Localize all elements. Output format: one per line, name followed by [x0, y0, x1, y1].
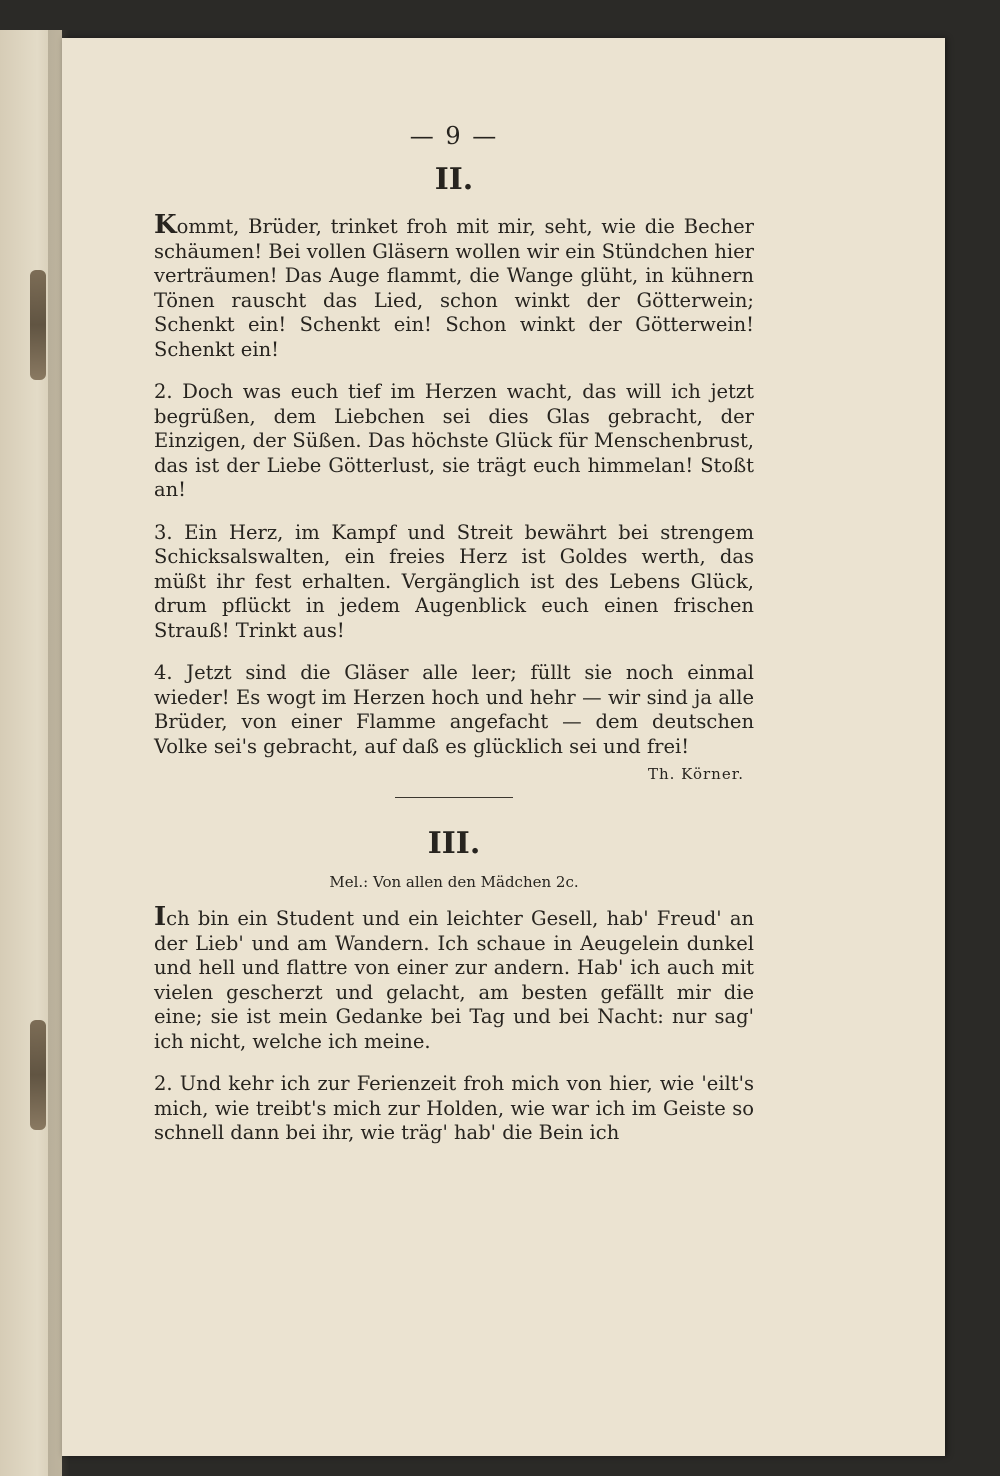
author-attribution: Th. Körner. — [647, 765, 744, 783]
stanza-text: 2. Doch was euch tief im Herzen wacht, das will ich jetzt begrüßen, dem Liebchen sei dies Glas gebracht, der Einzigen, der Süßen. Das höchste Glück für Menschenbrust, das ist der Liebe Götterlust, sie trägt euch himmelan! Stoßt an! — [154, 380, 754, 501]
melody-note: Mel.: Von allen den Mädchen 2c. — [329, 873, 579, 891]
section-divider — [395, 797, 513, 798]
stanza — [154, 521, 754, 644]
stanza-text: ch bin ein Student und ein leichter Gesell, hab' Freud' an der Lieb' und am Wandern. Ich schaue in Aeugelein dunkel und hell und flattre von einer zur andern. Hab' ich auch mit vielen gescherzt und gelacht, am besten gefällt mir die eine; sie ist mein Gedanke bei Tag und bei Nacht: nur sag' ich nicht, welche ich meine. — [154, 907, 754, 1053]
drop-initial: I — [154, 902, 167, 932]
stanza — [154, 661, 754, 759]
stanza-text: 3. Ein Herz, im Kampf und Streit bewährt bei strengem Schicksalswalten, ein freies Herz ist Goldes werth, das müßt ihr fest erhalten. Vergänglich ist des Lebens Glück, drum pflückt in jedem Augenblick euch einen frischen Strauß! Trinkt aus! — [154, 520, 754, 642]
binding-stain — [30, 270, 46, 380]
page-content — [154, 122, 754, 1164]
stanza — [154, 1072, 754, 1146]
section-heading-2: II. — [434, 162, 474, 197]
book-page — [62, 38, 945, 1456]
section-heading-3: III. — [427, 826, 481, 861]
drop-initial: K — [154, 210, 177, 240]
stanza-text: 2. Und kehr ich zur Ferienzeit froh mich von hier, wie 'eilt's mich, wie treibt's mich zur Holden, wie war ich im Geiste so schnell dann bei ihr, wie träg' hab' die Bein ich — [154, 1072, 754, 1144]
stanza — [154, 380, 754, 503]
stanza — [154, 902, 754, 1054]
stanza — [154, 210, 754, 362]
stanza-text: ommt, Brüder, trinket froh mit mir, seht, wie die Becher schäumen! Bei vollen Gläsern wollen wir ein Stündchen hier verträumen! Das Auge flammt, die Wange glüht, in kühnern Tönen rauscht das Lied, schon winkt der Götterwein; Schenkt ein! Schenkt ein! Schon winkt der Götterwein! Schenkt ein! — [154, 215, 754, 361]
page-number: — 9 — — [409, 122, 499, 150]
stanza-text: 4. Jetzt sind die Gläser alle leer; füllt sie noch einmal wieder! Es wogt im Herzen hoch und hehr — wir sind ja alle Brüder, von einer Flamme angefacht — dem deutschen Volke sei's gebracht, auf daß es glücklich sei und frei! — [154, 661, 754, 758]
binding-stain — [30, 1020, 46, 1130]
